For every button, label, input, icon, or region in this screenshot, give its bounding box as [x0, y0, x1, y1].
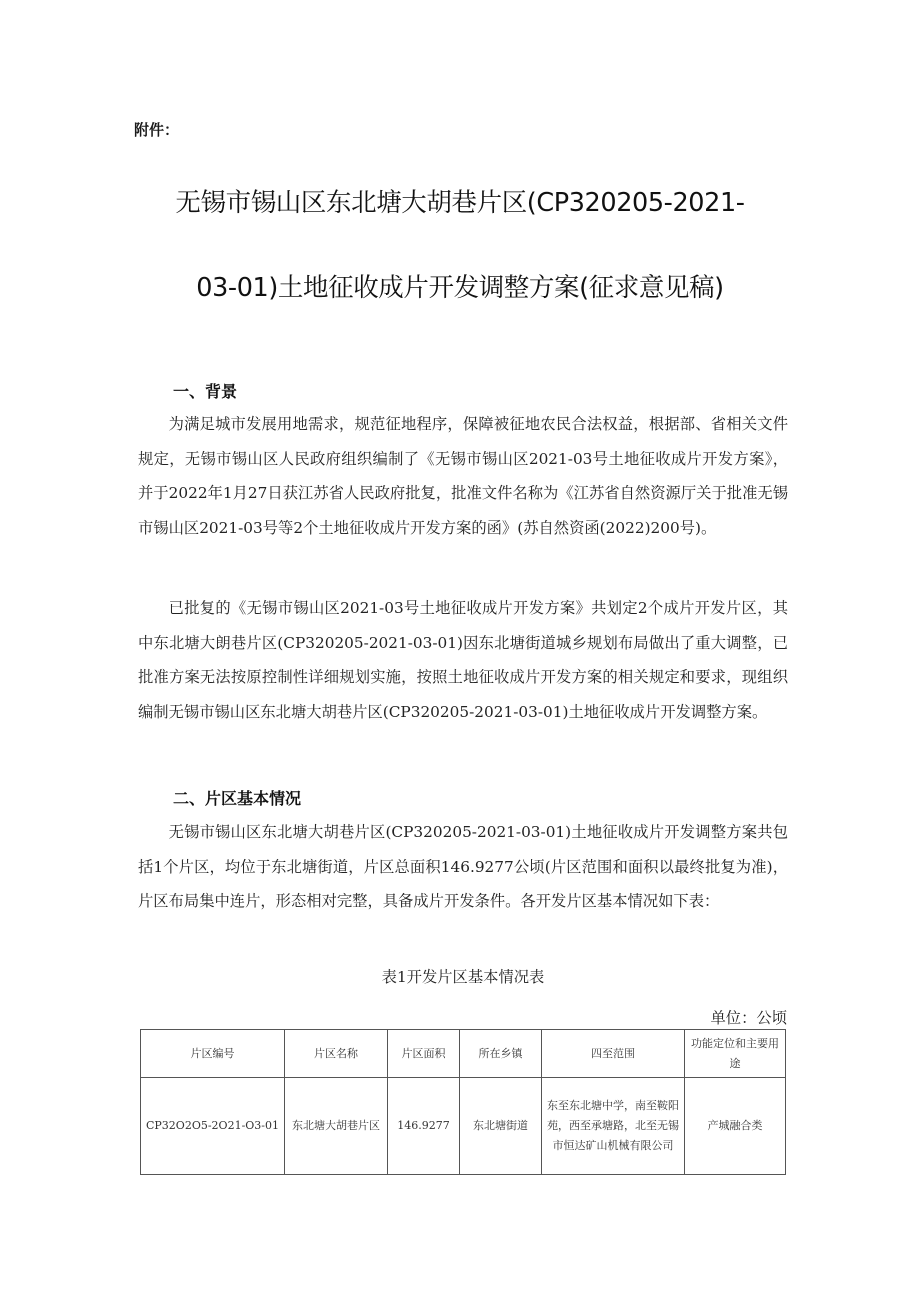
document-title-line-2: 03-01)土地征收成片开发调整方案(征求意见稿) — [196, 273, 724, 303]
cell-zone-code: CP32O2O5-2O21-O3-01 — [141, 1078, 285, 1175]
cell-boundaries: 东至东北塘中学，南至鞍阳苑，西至承塘路，北至无锡市恒达矿山机械有限公司 — [542, 1078, 685, 1175]
background-paragraph-1: 为满足城市发展用地需求，规范征地程序，保障被征地农民合法权益，根据部、省相关文件规定，无锡市锡山区人民政府组织编制了《无锡市锡山区2021-03号土地征收成片开发方案》，并于2022年1月27日获江苏省人民政府批复，批准文件名称为《江苏省自然资源厅关于批准无锡市锡山区2021-03号等2个土地征收成片开发方案的函》(苏自然资函(2022)200号)。 — [138, 415, 788, 537]
section-heading-background: 一、背景 — [173, 382, 238, 401]
table-caption: 表1开发片区基本情况表 — [381, 968, 545, 986]
header-boundaries: 四至范围 — [542, 1030, 685, 1078]
cell-town: 东北塘街道 — [460, 1078, 542, 1175]
basic-info-paragraph: 无锡市锡山区东北塘大胡巷片区(CP320205-2021-03-01)土地征收成片开发调整方案共包括1个片区，均位于东北塘街道，片区总面积146.9277公顷(片区范围和面积以最终批复为准)，片区布局集中连片，形态相对完整，具备成片开发条件。各开发片区基本情况如下表： — [138, 823, 788, 910]
table-header-row — [141, 1030, 786, 1078]
header-zone-area: 片区面积 — [388, 1030, 460, 1078]
zone-info-table — [140, 1029, 786, 1175]
cell-function: 产城融合类 — [685, 1078, 786, 1175]
header-zone-code: 片区编号 — [141, 1030, 285, 1078]
attachment-label: 附件： — [134, 121, 180, 139]
table-row — [141, 1078, 786, 1175]
cell-zone-name: 东北塘大胡巷片区 — [285, 1078, 388, 1175]
background-paragraph-2: 已批复的《无锡市锡山区2021-03号土地征收成片开发方案》共划定2个成片开发片区，其中东北塘大朗巷片区(CP320205-2021-03-01)因东北塘街道城乡规划布局做出了重大调整，已批准方案无法按原控制性详细规划实施，按照土地征收成片开发方案的相关规定和要求，现组织编制无锡市锡山区东北塘大胡巷片区(CP320205-2021-03-01)土地征收成片开发调整方案。 — [138, 599, 788, 721]
header-function: 功能定位和主要用途 — [685, 1030, 786, 1078]
header-zone-name: 片区名称 — [285, 1030, 388, 1078]
section-heading-basic-info: 二、片区基本情况 — [173, 789, 302, 808]
header-town: 所在乡镇 — [460, 1030, 542, 1078]
cell-zone-area: 146.9277 — [388, 1078, 460, 1175]
document-title-line-1: 无锡市锡山区东北塘大胡巷片区(CP320205-2021- — [175, 188, 745, 218]
table-unit: 单位：公顷 — [710, 1009, 787, 1027]
